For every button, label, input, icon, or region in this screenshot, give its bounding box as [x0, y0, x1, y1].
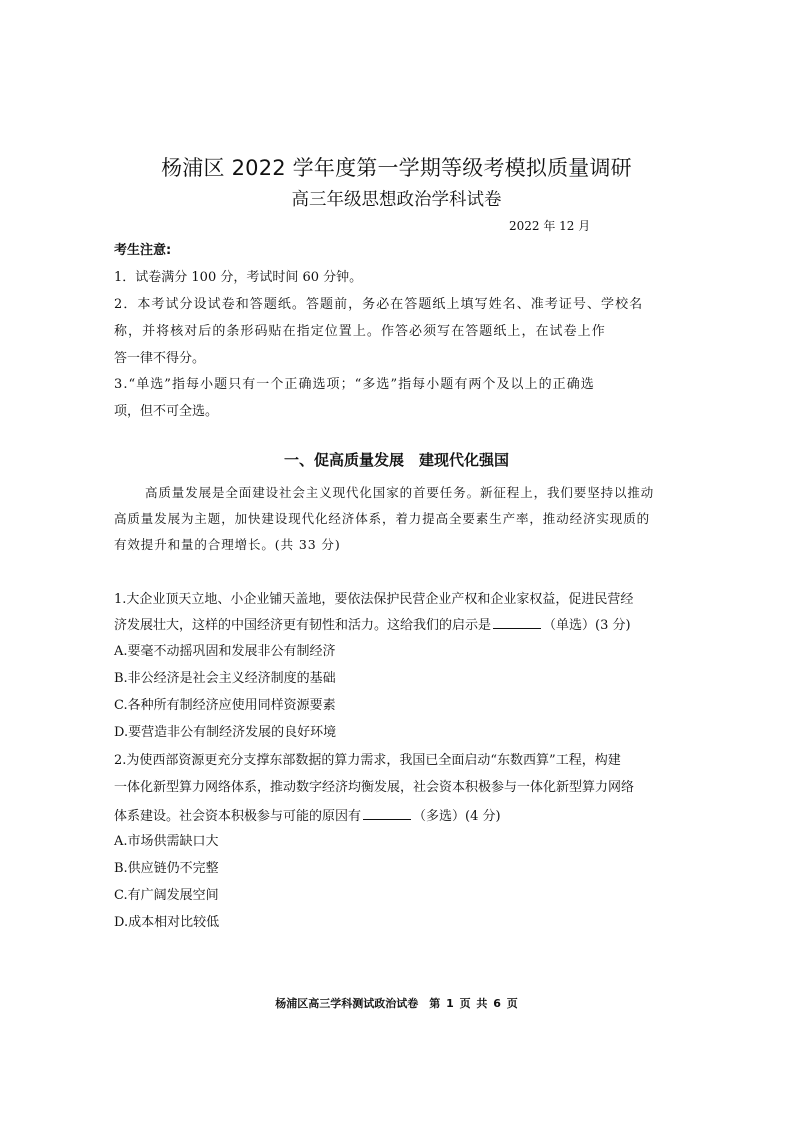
- question-2-line-3: [114, 805, 501, 827]
- question-2-option-a[interactable]: A.市场供需缺口大: [114, 834, 219, 849]
- notice-item-1: 1．试卷满分 100 分，考试时间 60 分钟。: [114, 270, 363, 285]
- question-1-line-1: 1.大企业顶天立地、小企业铺天盖地，要依法保护民营企业产权和企业家权益，促进民营经: [114, 592, 634, 607]
- page-footer: 杨浦区高三学科测试政治试卷 第 1 页 共 6 页: [275, 997, 518, 1010]
- section-intro-line-3: 有效提升和量的合理增长。(共 33 分): [114, 537, 341, 552]
- notice-item-2-line-2: 称，并将核对后的条形码贴在指定位置上。作答必须写在答题纸上，在试卷上作: [114, 324, 606, 339]
- question-2-option-d[interactable]: D.成本相对比较低: [114, 915, 220, 930]
- notice-item-3-line-2: 项，但不可全选。: [114, 404, 219, 419]
- section-title: 一、促高质量发展 建现代化强国: [283, 451, 509, 469]
- question-2-option-b[interactable]: B.供应链仍不完整: [114, 861, 219, 876]
- question-2-line-2: 一体化新型算力网络体系，推动数字经济均衡发展，社会资本积极参与一体化新型算力网络: [114, 780, 635, 795]
- question-1-option-c[interactable]: C.各种所有制经济应使用同样资源要素: [114, 698, 336, 713]
- exam-title: 杨浦区 2022 学年度第一学期等级考模拟质量调研: [161, 156, 632, 180]
- question-2-line-1: 2.为使西部资源更充分支撑东部数据的算力需求，我国已全面启动“东数西算”工程，构建: [114, 753, 621, 768]
- question-1-line-2: [114, 614, 631, 636]
- notice-heading: 考生注意:: [114, 243, 172, 258]
- question-2-stem-end: 体系建设。社会资本积极参与可能的原因有: [114, 809, 362, 824]
- exam-subtitle: 高三年级思想政治学科试卷: [291, 190, 502, 210]
- exam-date: 2022 年 12 月: [509, 219, 591, 233]
- section-intro-line-1: 高质量发展是全面建设社会主义现代化国家的首要任务。新征程上，我们要坚持以推动: [145, 485, 655, 500]
- section-intro-line-2: 高质量发展为主题，加快建设现代化经济体系，着力提高全要素生产率，推动经济实现质的: [114, 511, 651, 526]
- question-1-option-a[interactable]: A.要毫不动摇巩固和发展非公有制经济: [114, 644, 336, 659]
- question-1-type: （单选）(3 分): [543, 618, 631, 633]
- answer-blank[interactable]: [363, 805, 411, 820]
- question-1-option-b[interactable]: B.非公经济是社会主义经济制度的基础: [114, 671, 336, 686]
- notice-item-2-line-3: 答一律不得分。: [114, 351, 206, 366]
- answer-blank[interactable]: [493, 614, 541, 629]
- question-2-option-c[interactable]: C.有广阔发展空间: [114, 888, 219, 903]
- notice-item-2-line-1: 2．本考试分设试卷和答题纸。答题前，务必在答题纸上填写姓名、准考证号、学校名: [114, 297, 644, 312]
- notice-item-3-line-1: 3.“单选”指每小题只有一个正确选项；“多选”指每小题有两个及以上的正确选: [114, 377, 595, 392]
- question-1-stem-end: 济发展壮大，这样的中国经济更有韧性和活力。这给我们的启示是: [114, 618, 492, 633]
- question-1-option-d[interactable]: D.要营造非公有制经济发展的良好环境: [114, 725, 337, 740]
- question-2-type: （多选）(4 分): [413, 809, 501, 824]
